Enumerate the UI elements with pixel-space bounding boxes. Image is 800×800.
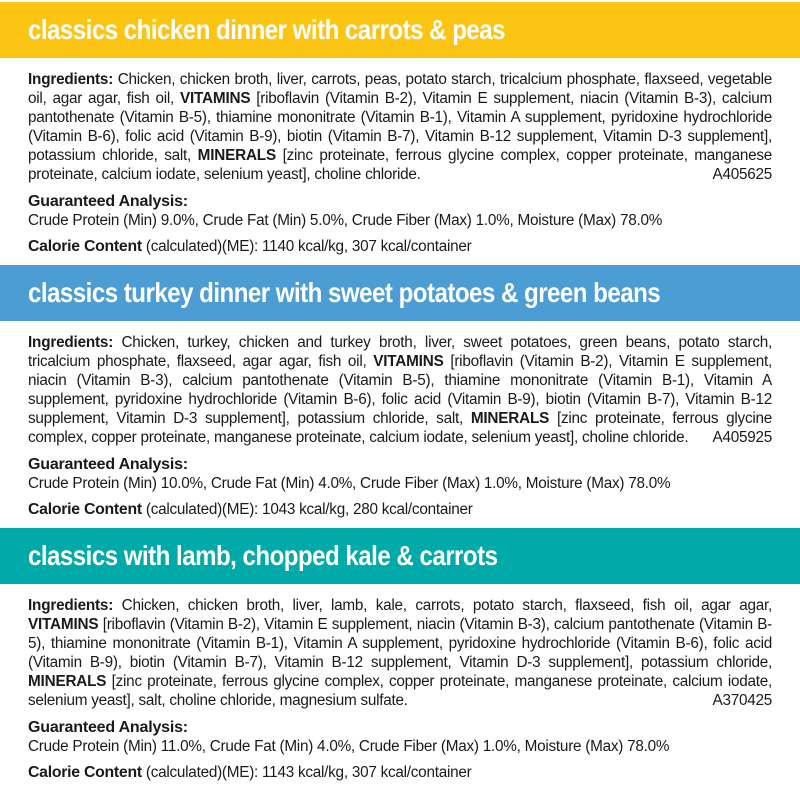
product-title: classics with lamb, chopped kale & carrots	[28, 540, 498, 571]
ingredients-label: Ingredients:	[28, 334, 114, 351]
calorie-content-details: (calculated)(ME): 1140 kcal/kg, 307 kcal/container	[141, 238, 472, 255]
ingredients-text: [riboflavin (Vitamin B-2), Vitamin E supplement, niacin (Vitamin B-3), calcium pantothenate (Vitamin B-5), thiamine mononitrate (Vitamin B-1), Vitamin A supplement, pyridoxine hydrochloride (Vitamin B-6), folic acid (Vitamin B-9), biotin (Vitamin B-7), Vitamin B-12 supplement, Vitamin D-3 supplement], potassium chloride,	[28, 616, 772, 671]
ingredients-label: Ingredients:	[28, 597, 114, 614]
ingredients-text: Chicken, turkey, chicken and turkey broth, liver, sweet potatoes, green beans, potato starch, tricalcium phosphate, flaxseed, agar agar, fish oil,	[28, 334, 772, 370]
ingredients-paragraph	[28, 70, 772, 184]
product-section-turkey-dinner	[0, 265, 800, 519]
product-details	[0, 70, 800, 256]
guaranteed-analysis-heading: Guaranteed Analysis:	[28, 456, 188, 473]
product-code: A370425	[705, 691, 773, 710]
product-code: A405625	[705, 165, 773, 184]
ingredients-text: [zinc proteinate, ferrous glycine complex, copper proteinate, manganese proteinate, calcium iodate, selenium yeast], salt, choline chloride, magnesium sulfate.	[28, 673, 772, 709]
ingredients-text: [riboflavin (Vitamin B-2), Vitamin E supplement, niacin (Vitamin B-3), calcium pantothenate (Vitamin B-5), thiamine mononitrate (Vitamin B-1), Vitamin A supplement, pyridoxine hydrochloride (Vitamin B-6), folic acid (Vitamin B-9), biotin (Vitamin B-7), Vitamin B-12 supplement, Vitamin D-3 supplement], potassium chloride, salt,	[28, 90, 772, 164]
product-section-lamb-kale-carrots	[0, 528, 800, 782]
ingredients-text: Chicken, chicken broth, liver, lamb, kale, carrots, potato starch, flaxseed, fish oil, agar agar,	[113, 597, 772, 614]
vitamins-label: VITAMINS	[373, 353, 444, 370]
ingredients-label: Ingredients:	[28, 71, 114, 88]
minerals-label: MINERALS	[197, 147, 276, 164]
ingredients-paragraph	[28, 596, 772, 710]
ingredients-text: [zinc proteinate, ferrous glycine complex, copper proteinate, manganese proteinate, calcium iodate, selenium yeast], choline chloride.	[28, 410, 773, 446]
guaranteed-analysis-values: Crude Protein (Min) 9.0%, Crude Fat (Min) 5.0%, Crude Fiber (Max) 1.0%, Moisture (Max) 78.0%	[28, 212, 663, 229]
guaranteed-analysis-heading: Guaranteed Analysis:	[28, 719, 188, 736]
calorie-content-label: Calorie Content	[28, 501, 142, 518]
product-banner	[0, 265, 800, 321]
vitamins-label: VITAMINS	[180, 90, 251, 107]
guaranteed-analysis-values: Crude Protein (Min) 10.0%, Crude Fat (Min) 4.0%, Crude Fiber (Max) 1.0%, Moisture (Max) 78.0%	[28, 475, 671, 492]
ingredients-text: [zinc proteinate, ferrous glycine complex, copper proteinate, manganese proteinate, calcium iodate, selenium yeast], choline chloride.	[28, 147, 772, 183]
vitamins-label: VITAMINS	[28, 616, 99, 633]
product-banner	[0, 2, 800, 58]
ingredients-text: [riboflavin (Vitamin B-2), Vitamin E supplement, niacin (Vitamin B-3), calcium pantothenate (Vitamin B-5), thiamine mononitrate (Vitamin B-1), Vitamin A supplement, pyridoxine hydrochloride (Vitamin B-6), folic acid (Vitamin B-9), biotin (Vitamin B-7), Vitamin B-12 supplement, Vitamin D-3 supplement], potassium chloride, salt,	[28, 353, 772, 427]
calorie-content-details: (calculated)(ME): 1043 kcal/kg, 280 kcal/container	[141, 501, 473, 518]
guaranteed-analysis-heading: Guaranteed Analysis:	[28, 193, 188, 210]
product-code: A405925	[705, 428, 773, 447]
calorie-content-line	[28, 763, 772, 782]
product-banner	[0, 528, 800, 584]
minerals-label: MINERALS	[28, 673, 107, 690]
calorie-content-line	[28, 237, 772, 256]
ingredients-text: Chicken, chicken broth, liver, carrots, peas, potato starch, tricalcium phosphate, flaxseed, vegetable oil, agar agar, fish oil,	[28, 71, 772, 107]
calorie-content-label: Calorie Content	[28, 764, 142, 781]
calorie-content-label: Calorie Content	[28, 238, 142, 255]
product-title: classics turkey dinner with sweet potatoes & green beans	[28, 277, 661, 308]
minerals-label: MINERALS	[470, 410, 550, 427]
product-section-chicken-dinner	[0, 2, 800, 256]
product-title: classics chicken dinner with carrots & peas	[28, 14, 506, 45]
product-details	[0, 596, 800, 782]
calorie-content-details: (calculated)(ME): 1143 kcal/kg, 307 kcal/container	[141, 764, 472, 781]
ingredients-paragraph	[28, 333, 772, 447]
calorie-content-line	[28, 500, 772, 519]
guaranteed-analysis-values: Crude Protein (Min) 11.0%, Crude Fat (Min) 4.0%, Crude Fiber (Max) 1.0%, Moisture (Max) 78.0%	[28, 738, 670, 755]
product-details	[0, 333, 800, 519]
